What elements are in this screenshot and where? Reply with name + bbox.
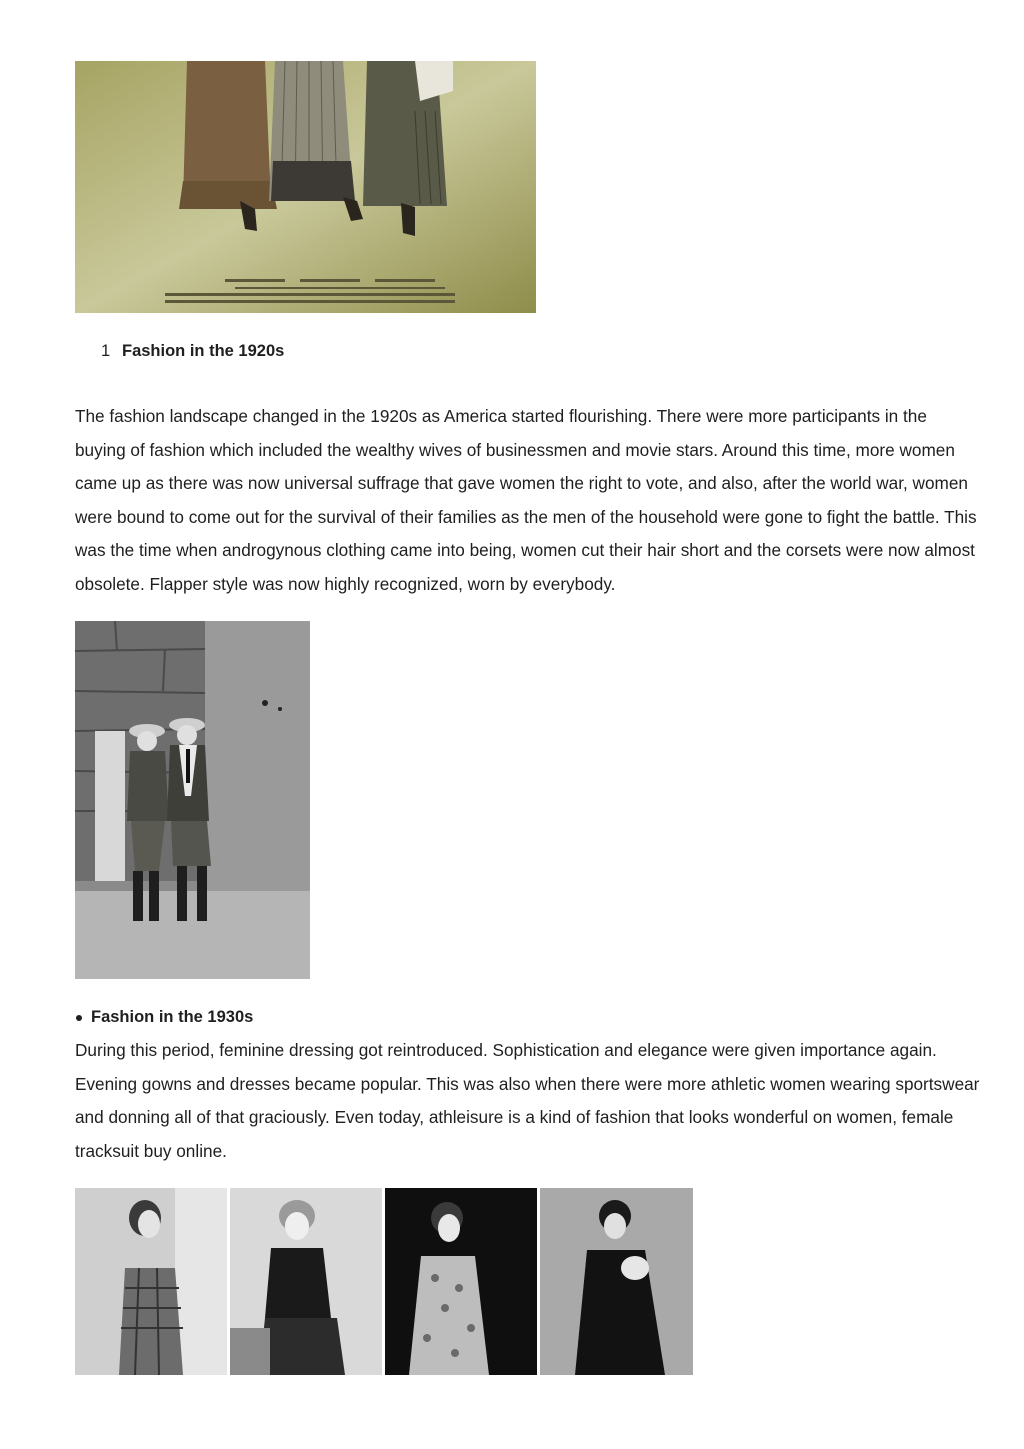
list-marker: 1 [101, 342, 111, 360]
two-women-photo [75, 621, 310, 979]
paragraph-1920s: The fashion landscape changed in the 1920s as America started flourishing. There were more participants in the buying of fashion which included the wealthy wives of businessmen and movie stars. Around this time, more women came up as there was now universal suffrage that gave women the right to vote, and also, after the world war, women were bound to come out for the survival of their families as the men of the household were gone to fight the battle. This was the time when androgynous clothing came into being, women cut their hair short and the corsets were now almost obsolete. Flapper style was now highly recognized, worn by everybody. [75, 406, 977, 594]
section-heading-1920s: Fashion in the 1920s [122, 342, 285, 360]
fashion-plate-image [75, 61, 536, 313]
section-heading-1930s: Fashion in the 1930s [91, 1008, 254, 1026]
bullet-icon [76, 1015, 82, 1021]
fashion-1930s-collage [75, 1188, 693, 1375]
paragraph-1930s: During this period, feminine dressing got reintroduced. Sophistication and elegance were given importance again. Evening gowns and dresses became popular. This was also when there were more athletic women wearing sportswear and donning all of that graciously. Even today, athleisure is a kind of fashion that looks wonderful on women, female tracksuit buy online. [75, 1040, 980, 1161]
